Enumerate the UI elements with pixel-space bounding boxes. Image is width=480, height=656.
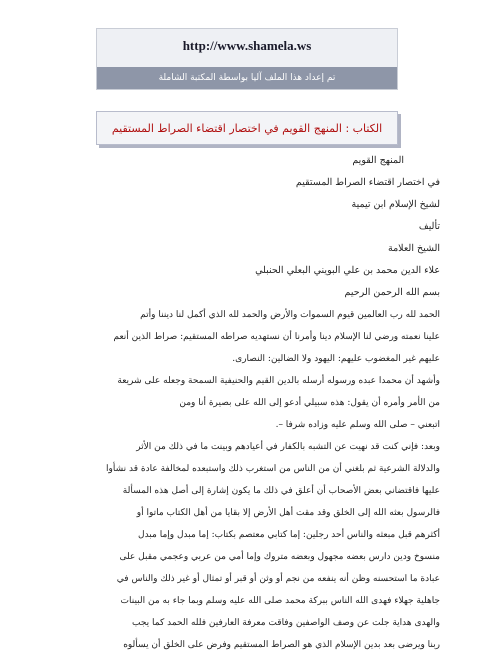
text-line: فالرسول بعثه الله إلى الخلق وقد مقت أهل الأرض إلا بقايا من أهل الكتاب ماتوا أو [136, 508, 440, 518]
source-band: تم إعداد هذا الملف آليا بواسطة المكتبة الشاملة [97, 67, 397, 89]
text-line: بسم الله الرحمن الرحيم [344, 287, 440, 298]
book-title-box [96, 111, 398, 145]
text-line: من الأمر وأمره أن يقول: هذه سبيلي أدعو إلى الله على بصيرة أنا ومن [179, 398, 440, 408]
text-line: والهدى هداية جلت عن وصف الواصفين وفاقت معرفة العارفين فلله الحمد كما يجب [132, 618, 440, 628]
source-url[interactable]: http://www.shamela.ws [182, 38, 312, 53]
text-line: جاهلية جهلاء فهدى الله الناس ببركة محمد صلى الله عليه وسلم وبما جاء به من البينات [120, 596, 440, 606]
text-line: اتبعني – صلى الله وسلم عليه وزاده شرفا –. [275, 420, 440, 430]
text-line: وأشهد أن محمدا عبده ورسوله أرسله بالدين القيم والحنيفية السمحة وجعله على شريعة [117, 376, 440, 386]
text-line: منسوخ ودين دارس بعضه مجهول وبعضه متروك وإما أمي من عربي وعجمي مقبل على [119, 552, 440, 562]
text-line: عليها فاقتضاني بعض الأصحاب أن أعلق في ذلك ما يكون إشارة إلى أصل هذه المسألة [122, 486, 440, 496]
book-text [48, 150, 440, 656]
text-line: علينا نعمته ورضي لنا الإسلام دينا وأمرنا أن نستهديه صراطه المستقيم: صراط الذين أنعم [113, 332, 440, 342]
text-line: الشيخ العلامة [388, 243, 440, 254]
text-line: المنهج القويم [352, 155, 404, 166]
text-line: في اختصار اقتضاء الصراط المستقيم [295, 177, 440, 188]
text-line: لشيخ الإسلام ابن تيمية [351, 199, 440, 210]
text-line: أكثرهم قبل مبعثه والناس أحد رجلين: إما كتابي معتصم بكتاب: إما مبدل وإما مبدل [138, 530, 440, 540]
text-line: وبعد: فإني كنت قد نهيت عن التشبه بالكفار في أعيادهم وبينت ما في ذلك من الأثر [136, 442, 440, 452]
text-line: عليهم غير المغضوب عليهم: اليهود ولا الضالين: النصارى. [232, 354, 440, 364]
text-line: علاء الدين محمد بن علي البويني البعلي الحنبلي [255, 265, 440, 276]
text-line: تأليف [418, 221, 440, 232]
text-line: عبادة ما استحسنه وظن أنه ينفعه من نجم أو وثن أو قبر أو تمثال أو غير ذلك والناس في [116, 574, 440, 584]
source-header [96, 28, 398, 90]
text-line: الحمد لله رب العالمين قيوم السموات والأرض والحمد لله الذي أكمل لنا ديننا وأتم [140, 310, 440, 320]
book-title: الكتاب : المنهج القويم في اختصار اقتضاء الصراط المستقيم [111, 122, 383, 135]
text-line: ربنا ويرضى بعد بدين الإسلام الذي هو الصراط المستقيم وفرض على الخلق أن يسألوه [123, 640, 440, 650]
text-line: والدلالة الشرعية ثم بلغني أن من الناس من استغرب ذلك واستبعده لمخالفة عادة قد نشأوا [106, 464, 440, 474]
